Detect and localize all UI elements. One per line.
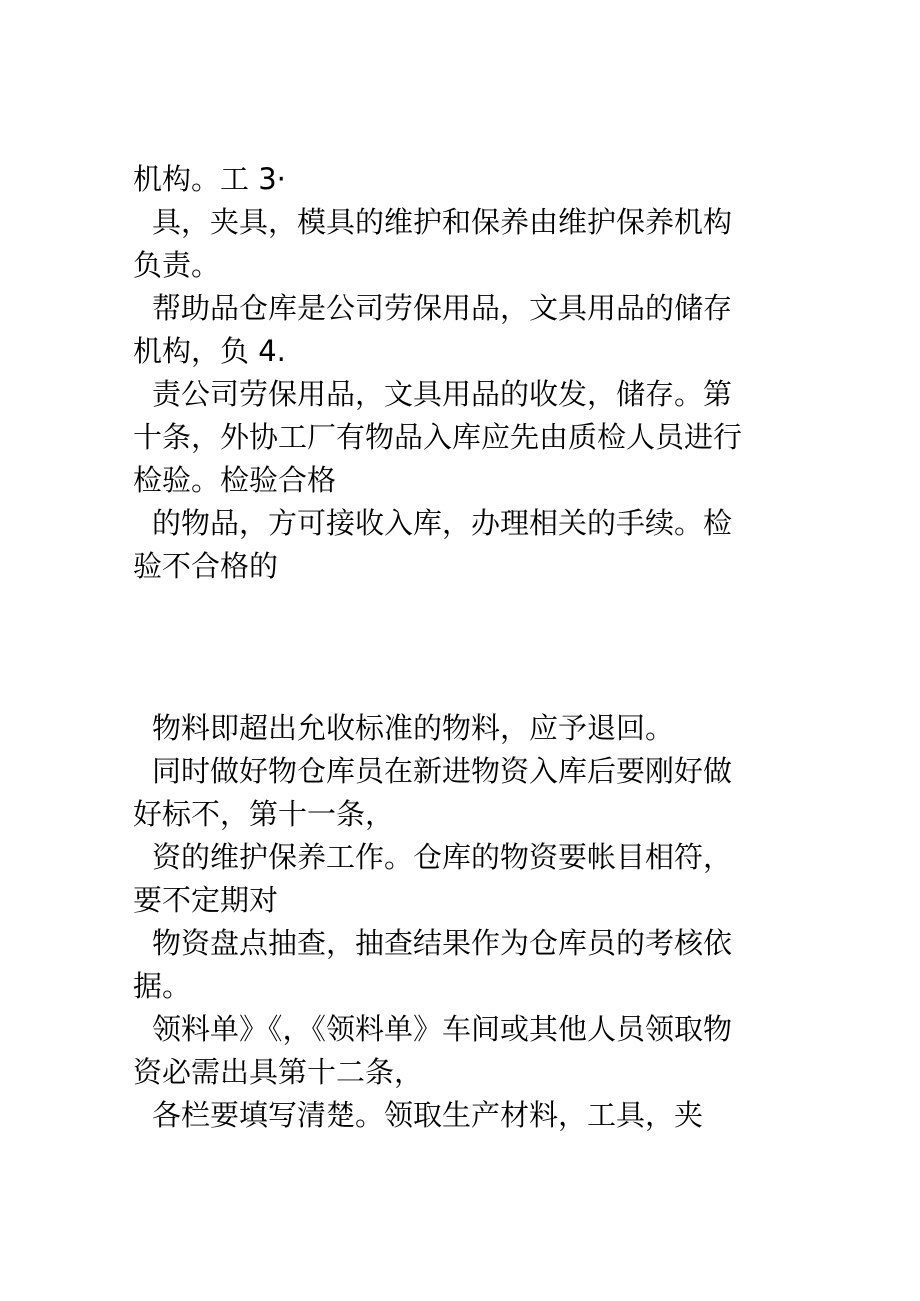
text-line: 同时做好物仓库员在新进物资入库后要刚好做 bbox=[152, 756, 733, 788]
text-line: 各栏要填写清楚。领取生产材料，工具，夹 bbox=[152, 1100, 704, 1132]
text-line: 据。 bbox=[133, 971, 192, 1003]
text-section-bottom bbox=[133, 708, 793, 1138]
text-line: 帮助品仓库是公司劳保用品，文具用品的储存 bbox=[152, 291, 733, 325]
text-line: 领料单》《，《领料单》车间或其他人员领取物 bbox=[152, 1014, 733, 1046]
text-line: 十条，外协工厂有物品入库应先由质检人员进行 bbox=[133, 420, 743, 454]
text-line: 负责。 bbox=[133, 248, 221, 282]
text-line: 检验。检验合格 bbox=[133, 463, 337, 497]
text-line: 具，夹具，模具的维护和保养由维护保养机构 bbox=[152, 205, 733, 239]
text-line: 要不定期对 bbox=[133, 885, 279, 917]
text-line: 的物品，方可接收入库，办理相关的手续。检 bbox=[152, 506, 733, 540]
text-line: 好标不，第十一条， bbox=[133, 799, 395, 831]
text-section-top bbox=[133, 158, 793, 588]
text-line: 资必需出具第十二条， bbox=[133, 1057, 424, 1089]
text-line: 责公司劳保用品，文具用品的收发，储存。第 bbox=[152, 377, 733, 411]
text-line: 物料即超出允收标准的物料，应予退回。 bbox=[152, 713, 675, 745]
text-line: 机构。工 3· bbox=[133, 162, 286, 196]
text-line: 物资盘点抽查，抽查结果作为仓库员的考核依 bbox=[152, 928, 733, 960]
text-line: 机构，负 4. bbox=[133, 334, 286, 368]
text-line: 验不合格的 bbox=[133, 549, 279, 583]
text-line: 资的维护保养工作。仓库的物资要帐目相符， bbox=[152, 842, 733, 874]
